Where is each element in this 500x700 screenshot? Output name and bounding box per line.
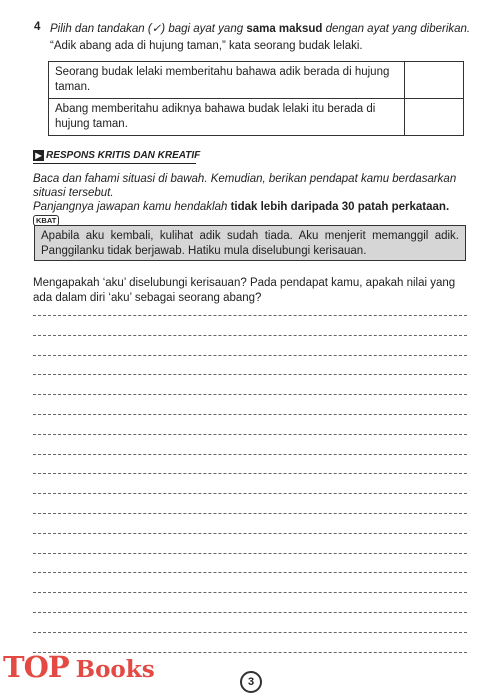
tick-box[interactable] xyxy=(405,62,464,99)
instruction-line-2 xyxy=(33,200,473,228)
answer-line[interactable] xyxy=(33,355,467,356)
option-row xyxy=(49,99,464,136)
topbooks-logo xyxy=(3,650,155,684)
instruction-bold: sama maksud xyxy=(246,23,323,35)
answer-line[interactable] xyxy=(33,553,467,554)
scenario-box: Apabila aku kembali, kulihat adik sudah tiada. Aku menjerit memanggil adik. Panggilanku tidak berjawab. Hatiku mula diselubungi kerisauan. xyxy=(34,225,466,261)
answer-line[interactable] xyxy=(33,612,467,613)
section-title: RESPONS KRITIS DAN KREATIF xyxy=(46,150,201,161)
kbat-badge: KBAT xyxy=(33,215,59,226)
section-heading xyxy=(33,150,200,161)
answer-line[interactable] xyxy=(33,394,467,395)
instruction-line-2-pre: Panjangnya jawapan kamu hendaklah xyxy=(33,201,228,213)
tick-box[interactable] xyxy=(405,99,464,136)
option-table xyxy=(48,61,464,136)
option-text: Abang memberitahu adiknya bahawa budak lelaki itu berada di hujung taman. xyxy=(49,99,405,136)
answer-line[interactable] xyxy=(33,434,467,435)
answer-line[interactable] xyxy=(33,572,467,573)
instruction-post: dengan ayat yang diberikan. xyxy=(325,23,471,35)
answer-line[interactable] xyxy=(33,414,467,415)
question-instruction xyxy=(50,21,490,35)
answer-line[interactable] xyxy=(33,592,467,593)
option-row xyxy=(49,62,464,99)
logo-top: TOP xyxy=(3,650,69,684)
page-number: 3 xyxy=(240,671,262,693)
instruction-line-1: Baca dan fahami situasi di bawah. Kemudian, berikan pendapat kamu berdasarkan situasi tersebut. xyxy=(33,173,457,199)
answer-line[interactable] xyxy=(33,632,467,633)
answer-line[interactable] xyxy=(33,473,467,474)
task-instructions xyxy=(33,172,473,228)
answer-line[interactable] xyxy=(33,493,467,494)
answer-line[interactable] xyxy=(33,335,467,336)
option-text: Seorang budak lelaki memberitahu bahawa adik berada di hujung taman. xyxy=(49,62,405,99)
answer-line[interactable] xyxy=(33,513,467,514)
instruction-pre: Pilih dan tandakan (✓) bagi ayat yang xyxy=(50,23,244,35)
question-number: 4 xyxy=(34,21,41,33)
question-quote: “Adik abang ada di hujung taman,” kata seorang budak lelaki. xyxy=(50,40,363,52)
answer-line[interactable] xyxy=(33,374,467,375)
logo-books: Books xyxy=(75,656,155,683)
answer-line[interactable] xyxy=(33,315,467,316)
open-question: Mengapakah ‘aku’ diselubungi kerisauan? Pada pendapat kamu, apakah nilai yang ada dalam diri ‘aku’ sebagai seorang abang? xyxy=(33,277,456,304)
section-underline xyxy=(33,163,196,164)
instruction-line-2-bold: tidak lebih daripada 30 patah perkataan. xyxy=(230,201,450,213)
answer-line[interactable] xyxy=(33,533,467,534)
answer-line[interactable] xyxy=(33,454,467,455)
play-icon: ▶ xyxy=(33,150,44,161)
